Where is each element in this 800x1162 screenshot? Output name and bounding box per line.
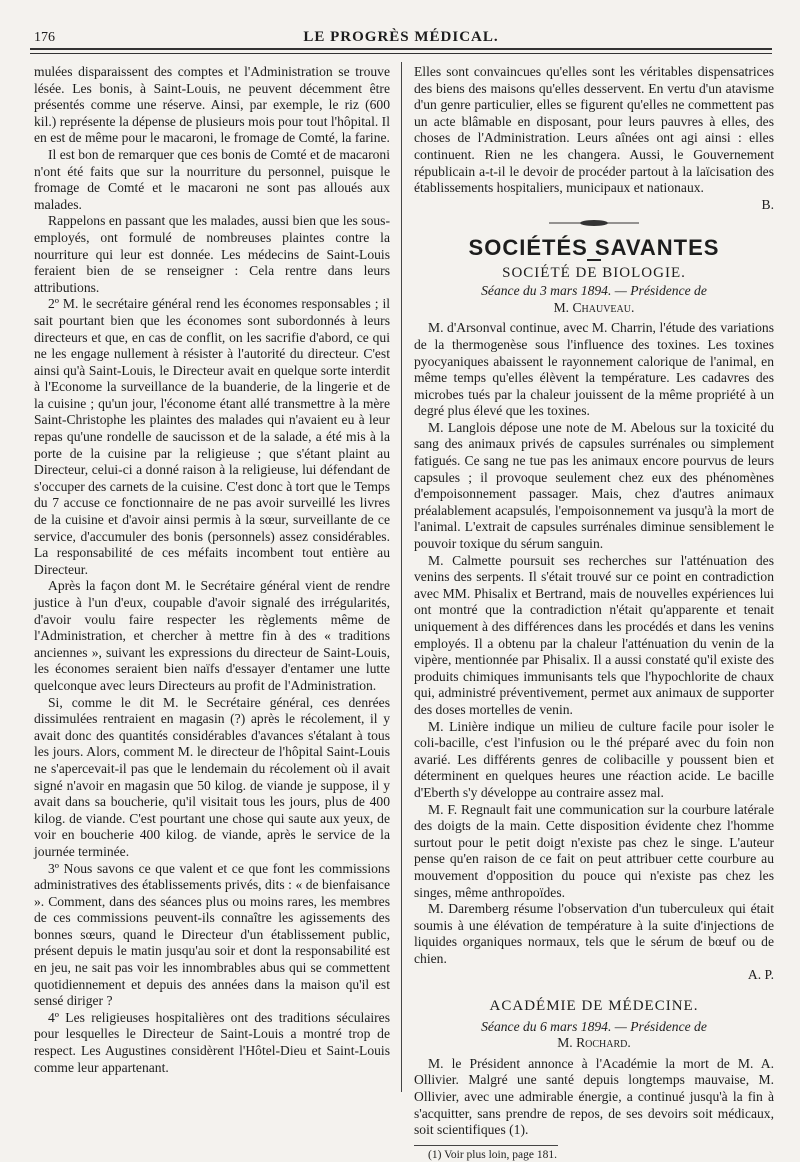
paragraph: M. d'Arsonval continue, avec M. Charrin, l'étude des variations de la thermogenèse sous l'influence des toxines. Les toxines pyocyaniques abaissent le rayonnement calorique de l'animal, en même temps qu'elles élèvent la température. Les cadavres des microbes tués par la chaleur jouissent de la même propriété à un degré plus élevé que les toxines. (414, 320, 774, 419)
paragraph: M. Calmette poursuit ses recherches sur l'atténuation des venins des serpents. Il s'était trouvé sur ce point en contradiction avec MM. Phisalix et Bertrand, mais de nouvelles expériences lui ont montré que la contradiction n'était qu'apparente et tenait uniquement à des différences dans les procédés et dans les venins employés. Il a obtenu par la chaleur l'atténuation du venin de la vipère, mentionnée par Phisalix. Il a aussi constaté qu'il existe des produits chimiques immunisants tels que l'hypochlorite de chaux qui, administré préventivement, permet aux animaux de supporter des doses mortelles de venin. (414, 552, 774, 717)
intro-signature: B. (761, 196, 774, 212)
paragraph: M. Linière indique un milieu de culture facile pour isoler le coli-bacille, c'est l'infusion ou le thé préparé avec du foin non avarié. Les différents genres de colibacille y poussent bien et déterminent en quelques heures une réaction acide. Le bacille d'Eberth s'y développe au contraire assez mal. (414, 718, 774, 800)
paragraph: M. F. Regnault fait une communication sur la courbure latérale des doigts de la main. Cette disposition évidente chez l'homme surtout pour le petit doigt n'existe pas chez le singe. L'auteur pense qu'en raison de ce fait on peut attribuer cette courbure au mouvement d'opposition du pouce qui n'existe pas chez les singes, même anthropoïdes. (414, 801, 774, 900)
footnote-rule (414, 1145, 558, 1146)
header-rule-thin (30, 53, 772, 54)
page-number: 176 (34, 30, 55, 45)
paragraph: Si, comme le dit M. le Secrétaire général, ces denrées dissimulées rentraient en magasin (?) après le récolement, il y avait donc des quantités considérables d'avances s'étalant à tous les jours. Alors, comment M. le directeur de l'hôpital Saint-Louis ne s'apercevait-il pas que le lendemain du récolement où il avait signé n'avoir en magasin que 50 kilog. de viande je suppose, il y avait dans sa boucherie, qu'il visitait tous les jours, plus de 400 kilog. de viande. C'est pourtant une chose qui saute aux yeux, de voir en boucherie 400 kilog. de viande, après le service de la journée terminée. (34, 694, 390, 859)
paragraph: M. Langlois dépose une note de M. Abelous sur la toxicité du sang des animaux privés de capsules surrénales ou simplement fatigués. Ce sang ne tue pas les animaux encore pourvus de leurs capsules ; il provoque seulement chez eux des phénomènes d'empoisonnement passager. Mais, chez d'autres animaux préalablement acapsulés, l'empoisonnement va jusqu'à la mort de l'animal. L'extrait de capsules surrénales diminue sensiblement le pouvoir toxique du sérum sanguin. (414, 419, 774, 552)
column-divider (401, 62, 402, 1092)
academy-paragraph: M. le Président annonce à l'Académie la mort de M. A. Ollivier. Malgré une santé depuis longtemps mauvaise, M. Ollivier, avec une admirable énergie, a continué jusqu'à la fin à s'acquitter, sans prendre de repos, de ses devoirs soit médicaux, soit scientifiques (1). (414, 1055, 774, 1138)
seance-line: Séance du 3 mars 1894. — Présidence de (481, 283, 707, 299)
header-rule (30, 48, 772, 50)
ornament-icon (549, 219, 639, 227)
right-column (414, 64, 774, 1162)
paragraph: 2º M. le secrétaire général rend les économes responsables ; il sait pourtant bien que les économes sont subordonnés à leurs directeurs et que, en cas de conflit, on les sacrifie d'abord, ce qui ne les engage nullement à résister à l'autorité du directeur. C'est ainsi qu'à Saint-Louis, le Directeur avait en quelque sorte interdit à l'Econome la surveillance de la buanderie, de la lingerie et de la cuisine ; qu'un jour, l'économe étant allé transmettre à la mère Saint-Christophe les plaintes des malades qui n'avaient eu à leur repas qu'une rondelle de saucisson et de la salade, a été mis à la porte de la cuisine par la religieuse ; que s'étant plaint au Directeur, celui-ci a donné raison à la religieuse, lui défendant de s'occuper des carnets de la cuisine. C'est donc à tort que le Temps du 7 accuse ce fonctionnaire de ne pas avoir surveillé les livres de la cuisine et d'avoir ainsi permis à la sœur, surveillante de ce service, d'accumuler des bonis (personnels) assez considérables. La responsabilité de ces méfaits incombent tout entière au Directeur. (34, 296, 390, 577)
section-title: SOCIÉTÉS SAVANTES (468, 234, 720, 260)
academy-president: M. Rochard. (557, 1035, 631, 1051)
society-title: SOCIÉTÉ DE BIOLOGIE. (502, 264, 686, 281)
footnote: (1) Voir plus loin, page 181. (428, 1148, 557, 1161)
paragraph: mulées disparaissent des comptes et l'Administration se trouve lésée. Les bonis, à Saint-Louis, ne peuvent décemment être présentés comme une réserve. Ainsi, par exemple, le riz (600 kil.) représente la dépense de plusieurs mois pour tout l'hôpital. Il en est de même pour le macaroni, le fromage de Comté, la farine. (34, 64, 390, 146)
paragraph: Il est bon de remarquer que ces bonis de Comté et de macaroni n'ont été faits que sur la nourriture du personnel, puisque le fromage de Comté et le macaroni ne sont pas alloués aux malades. (34, 146, 390, 212)
seance-header (414, 283, 774, 316)
academy-title: ACADÉMIE DE MÉDECINE. (489, 998, 699, 1015)
academy-seance-header (414, 1019, 774, 1052)
academy-seance-line: Séance du 6 mars 1894. — Présidence de (481, 1018, 707, 1034)
paragraph: 4º Les religieuses hospitalières ont des traditions séculaires pour lesquelles le Directeur de Saint-Louis a montré trop de respect. Les Augustines considèrent l'Hôtel-Dieu et Saint-Louis comme leur appartenant. (34, 1009, 390, 1075)
paragraph: Après la façon dont M. le Secrétaire général vient de rendre justice à l'un d'eux, coupable d'avoir signalé des irrégularités, d'avoir voulu faire respecter les règlements même de l'Administration, et chercher à mettre fin à des « traditions anciennes », suivant les expressions du directeur de Saint-Louis, les économes seraient bien naïfs d'essayer d'entamer une lutte quelconque avec leurs Directeurs au profit de l'Administration. (34, 578, 390, 693)
society-signature: A. P. (747, 967, 774, 983)
left-column (34, 64, 390, 1076)
paragraph: Rappelons en passant que les malades, aussi bien que les sous-employés, ont formulé de nombreuses plaintes contre la nourriture qui leur est donnée. Les médecins de Saint-Louis feraient bien de se renseigner : Cela rentre dans leurs attributions. (34, 213, 390, 295)
paragraph: M. Daremberg résume l'observation d'un tuberculeux qui était soumis à une élévation de température à la suite d'injections de liquides organiques normaux, tels que le sérum de bœuf ou de chien. (414, 901, 774, 966)
fleuron-ornament (414, 217, 774, 234)
journal-title: LE PROGRÈS MÉDICAL. (303, 29, 499, 45)
page-header (30, 26, 772, 48)
seance-president: M. Chauveau. (553, 299, 635, 315)
intro-paragraph: Elles sont convaincues qu'elles sont les véritables dispensatrices des biens des maisons qu'elles desservent. En vertu d'un atavisme d'un genre particulier, elles se figurent qu'elles ne commettent pas un acte blâmable en disposant, pour leurs pauvres à elles, des choses de l'Administration. Leurs aînées ont agi ainsi : elles continuent. Rien ne les changera. Aussi, le Gouvernement républicain a-t-il le devoir de procéder partout à la laïcisation des établissements hospitaliers, municipaux et nationaux. (414, 64, 774, 196)
paragraph: 3º Nous savons ce que valent et ce que font les commissions administratives des établissements privés, dits : « de bienfaisance ». Comment, dans des séances plus ou moins rares, les membres de ces commissions peuvent-ils connaître les agissements des bonnes sœurs, quand le Directeur d'un établissement public, présent depuis le matin jusqu'au soir et dont la responsabilité est en jeu, ne sait pas voir les innombrables abus qui se commettent quotidiennement et depuis des années dans la maison qu'il est sensé diriger ? (34, 860, 390, 1009)
